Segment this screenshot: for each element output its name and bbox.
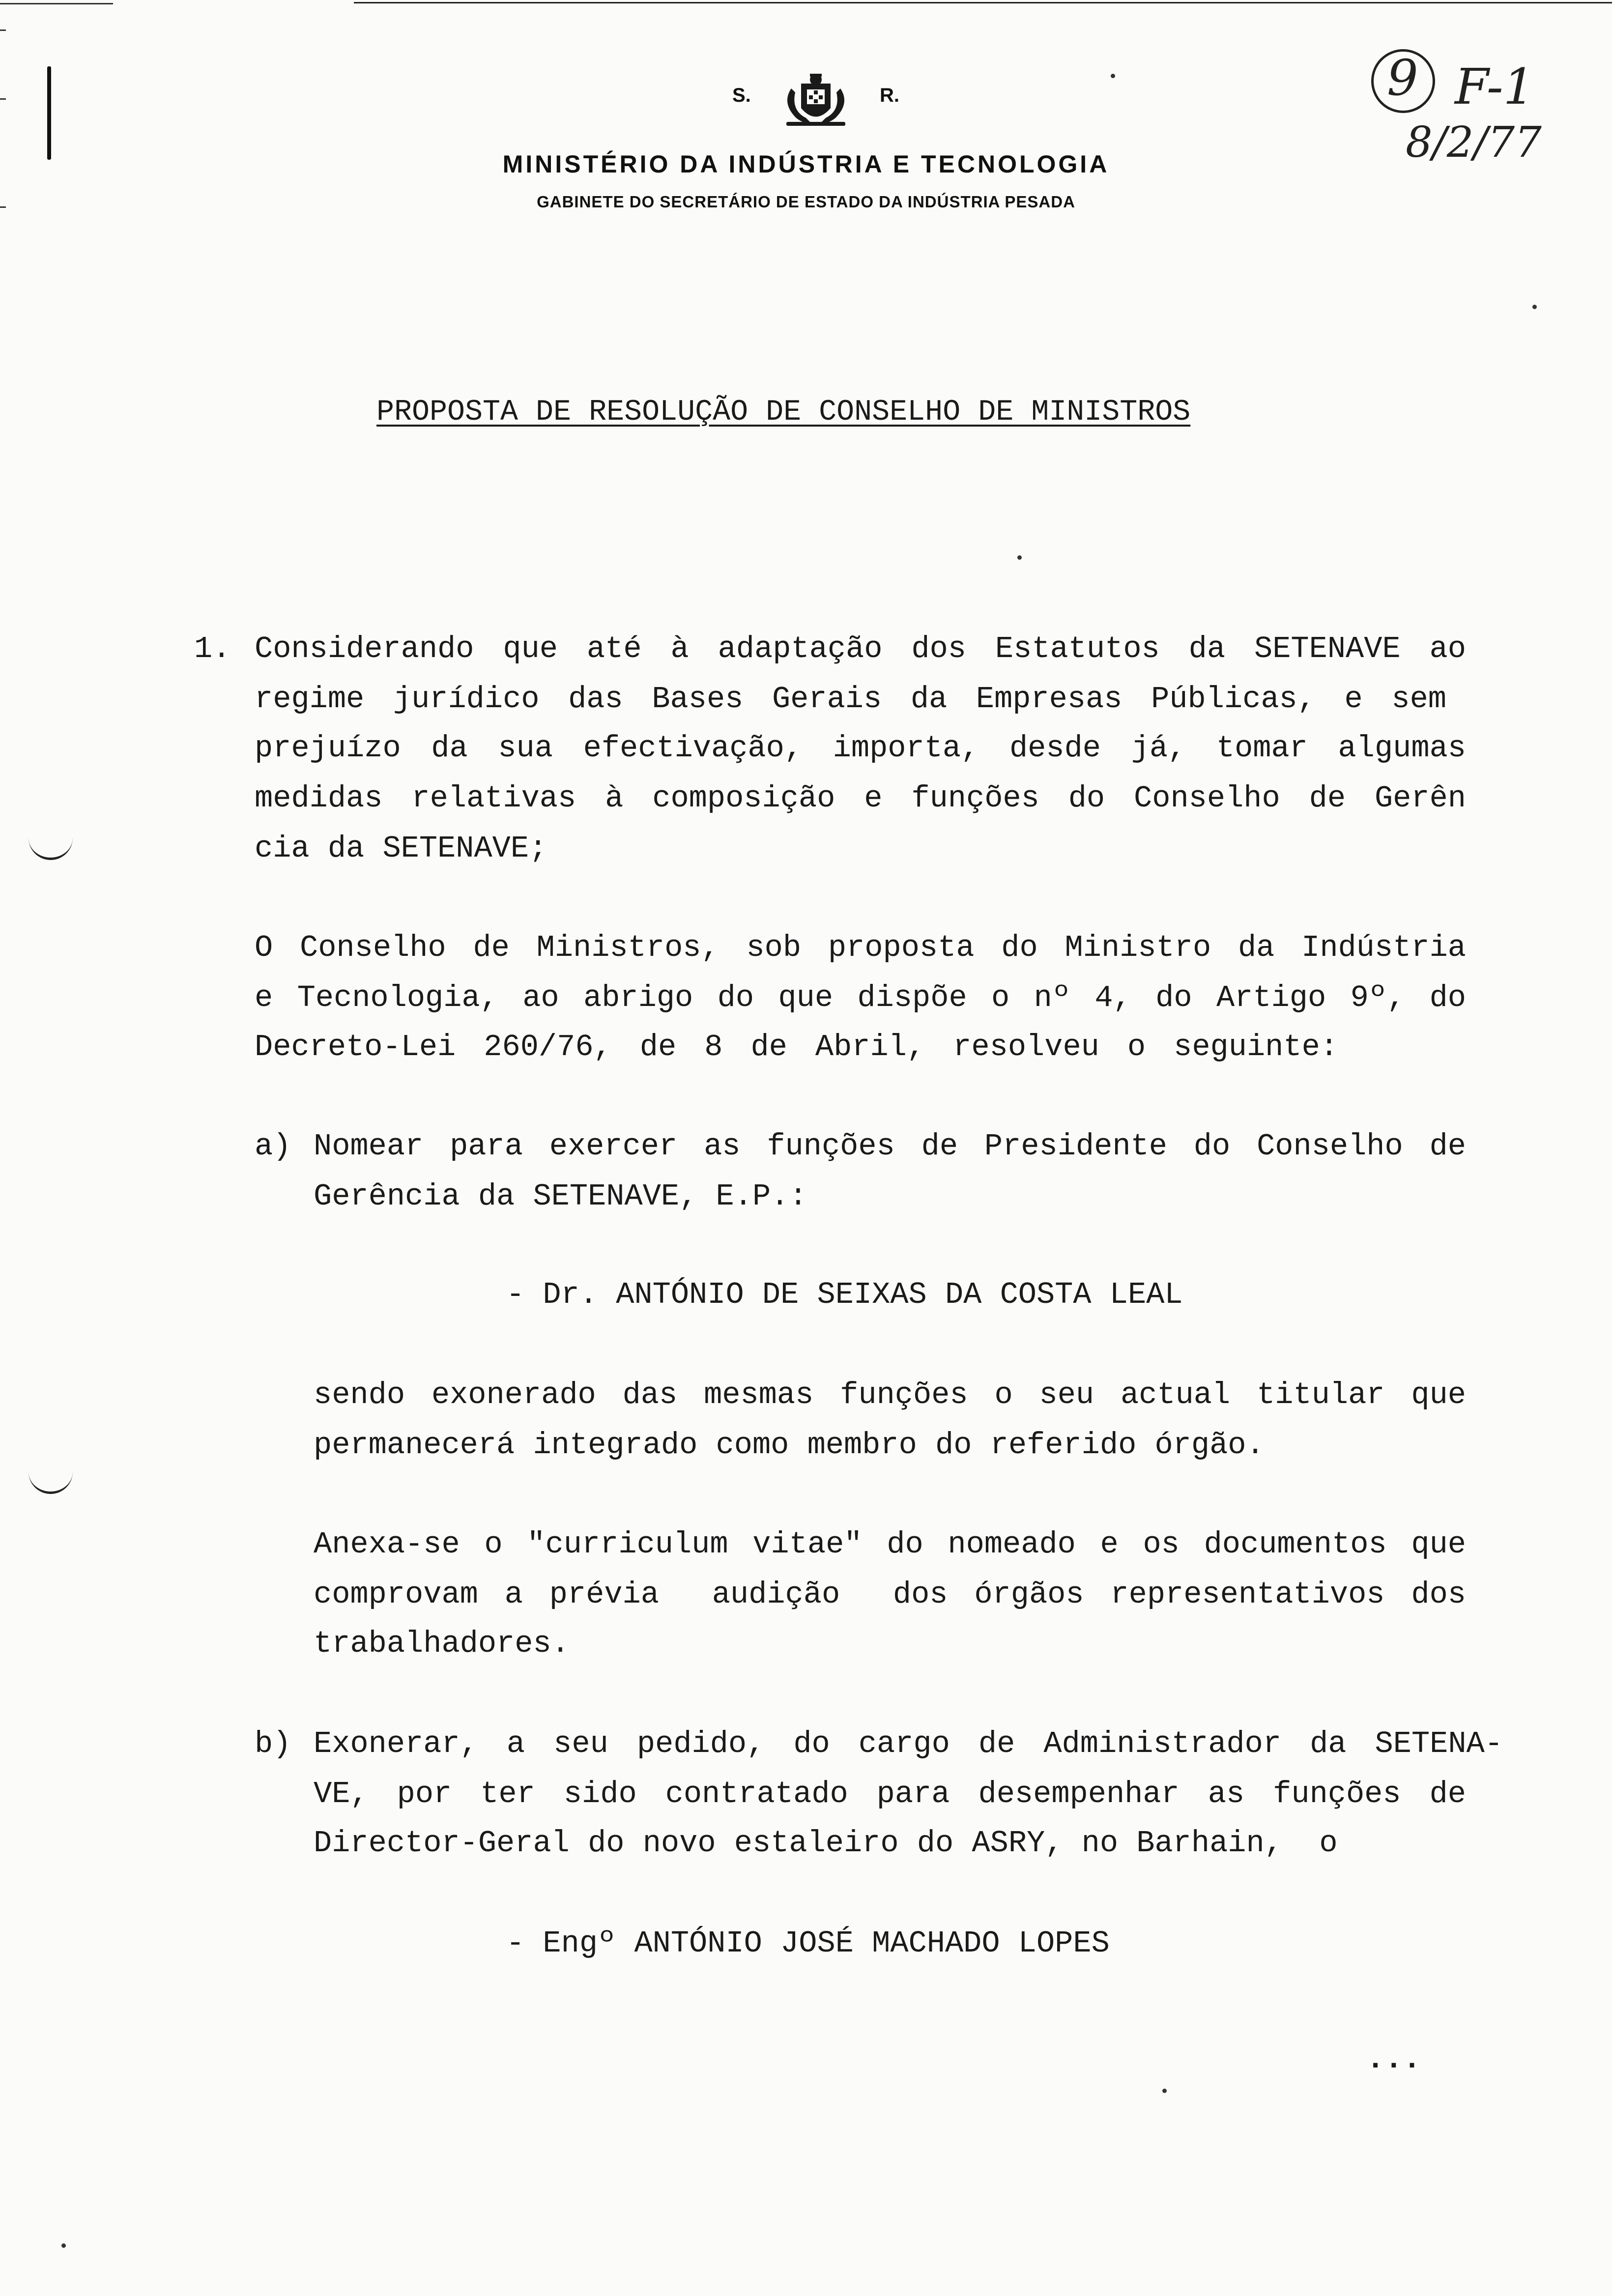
section-number: 1. [194, 631, 231, 666]
paragraph-line: VE, por ter sido contratado para desempenhar as funções de [314, 1777, 1466, 1811]
paragraph-line: Exonerar, a seu pedido, do cargo de Administrador da SETENA- [314, 1726, 1503, 1761]
speck [1111, 74, 1115, 78]
person-name: - Engº ANTÓNIO JOSÉ MACHADO LOPES [506, 1926, 1110, 1961]
document-title: PROPOSTA DE RESOLUÇÃO DE CONSELHO DE MINISTROS [376, 396, 1191, 429]
speck [1532, 305, 1537, 309]
paragraph-line: Decreto-Lei 260/76, de 8 de Abril, resolveu o seguinte: [255, 1030, 1338, 1064]
paragraph-line: O Conselho de Ministros, sob proposta do Ministro da Indústria [255, 930, 1466, 965]
speck [1162, 2089, 1167, 2093]
paragraph-line: trabalhadores. [314, 1626, 570, 1661]
speck [61, 2243, 66, 2248]
folio-mark: F-1 [1455, 58, 1535, 115]
paragraph-line: Director-Geral do novo estaleiro do ASRY, no Barhain, o [314, 1826, 1338, 1861]
paragraph-line: Nomear para exercer as funções de Presidente do Conselho de [314, 1129, 1466, 1164]
margin-tick [0, 29, 6, 31]
r-letter: R. [880, 85, 899, 106]
item-label: b) [255, 1726, 291, 1761]
item-label: a) [255, 1129, 291, 1164]
paragraph-line: medidas relativas à composição e funções do Conselho de Gerên [255, 781, 1466, 816]
handwritten-date: 8/2/77 [1406, 118, 1542, 167]
coat-of-arms-icon [777, 69, 855, 133]
paragraph-line: e Tecnologia, ao abrigo do que dispõe o nº 4, do Artigo 9º, do [255, 980, 1466, 1015]
paragraph-line: Anexa-se o "curriculum vitae" do nomeado e os documentos que [314, 1527, 1466, 1562]
paragraph-line: permanecerá integrado como membro do referido órgão. [314, 1428, 1265, 1463]
paragraph-line: regime jurídico das Bases Gerais da Empresas Públicas, e sem [255, 682, 1446, 717]
margin-bar [47, 66, 51, 160]
paragraph-line: prejuízo da sua efectivação, importa, desde já, tomar algumas [255, 731, 1466, 766]
circled-number: 9 [1387, 49, 1418, 107]
paragraph-line: sendo exonerado das mesmas funções o seu actual titular que [314, 1378, 1466, 1412]
punch-hole-mark [29, 835, 73, 860]
paragraph-line: comprovam a prévia audição dos órgãos representativos dos [314, 1577, 1466, 1612]
punch-hole-mark [29, 1469, 73, 1494]
appointee-name: - Dr. ANTÓNIO DE SEIXAS DA COSTA LEAL [506, 1277, 1183, 1312]
top-rule [354, 2, 1612, 3]
paragraph-line: Considerando que até à adaptação dos Estatutos da SETENAVE ao [255, 631, 1466, 666]
paragraph-line: cia da SETENAVE; [255, 831, 547, 866]
s-letter: S. [732, 85, 751, 106]
cabinet-name: GABINETE DO SECRETÁRIO DE ESTADO DA INDÚSTRIA PESADA [537, 193, 1075, 211]
paragraph-line: Gerência da SETENAVE, E.P.: [314, 1179, 807, 1214]
top-left-rule [0, 3, 113, 4]
ministry-name: MINISTÉRIO DA INDÚSTRIA E TECNOLOGIA [502, 150, 1110, 178]
margin-tick [0, 98, 6, 100]
speck [1017, 555, 1022, 560]
continuation-mark: ... [1366, 2042, 1421, 2077]
